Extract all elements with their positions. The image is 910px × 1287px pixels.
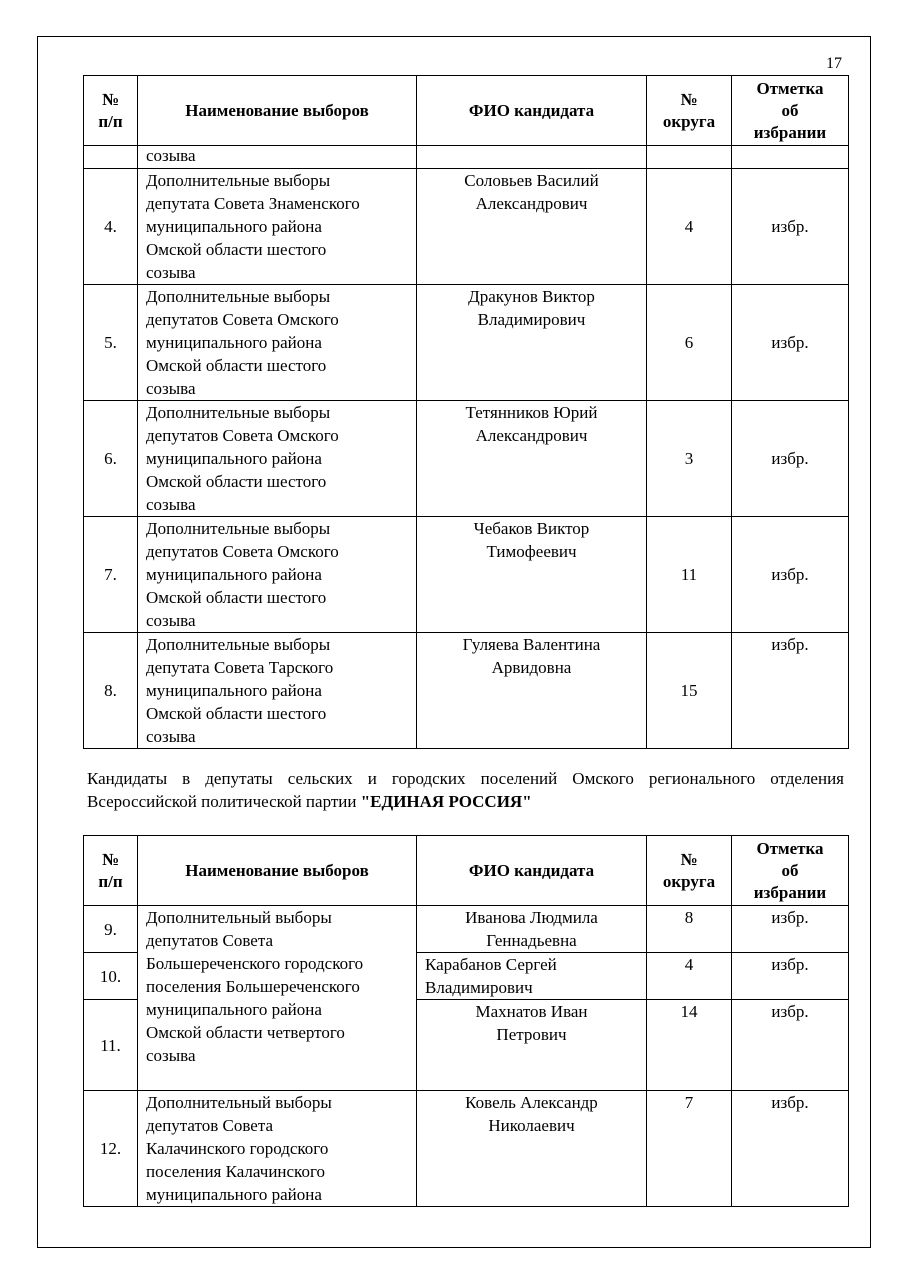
table-row [84,401,849,517]
header-name: Наименование выборов [138,76,417,146]
candidate-name: Чебаков Виктор Тимофеевич [417,517,647,633]
candidate-name: Иванова Людмила Геннадьевна [417,906,647,953]
election-mark: избр. [732,633,849,749]
election-name: Дополнительный выборы депутатов Совета Калачинского городского поселения Калачинского муниципального района [138,1091,417,1207]
district-number: 6 [647,285,732,401]
candidate-name: Соловьев Василий Александрович [417,169,647,285]
header-fio: ФИО кандидата [417,836,647,906]
table-row [84,169,849,285]
table-row [84,633,849,749]
results-table-2 [83,835,849,1207]
row-number: 4. [84,169,138,285]
election-mark: избр. [732,169,849,285]
candidate-name: Гуляева Валентина Арвидовна [417,633,647,749]
results-table-1 [83,75,849,749]
election-mark: избр. [732,906,849,953]
election-mark: избр. [732,1000,849,1091]
paragraph-text: Кандидаты в депутаты сельских и городских поселений Омского регионального отделения Всероссийской политической партии [87,769,844,811]
table-header-row [84,836,849,906]
header-mark: Отметка об избрании [732,836,849,906]
election-name: созыва [138,146,417,169]
election-mark: избр. [732,517,849,633]
election-mark: избр. [732,1091,849,1207]
party-name: "ЕДИНАЯ РОССИЯ" [360,792,532,811]
row-number: 6. [84,401,138,517]
candidate-name: Махнатов Иван Петрович [417,1000,647,1091]
header-num: № п/п [84,836,138,906]
row-number: 12. [84,1091,138,1207]
header-num: № п/п [84,76,138,146]
district-number: 4 [647,169,732,285]
section-paragraph [87,767,844,813]
header-name: Наименование выборов [138,836,417,906]
district-number: 3 [647,401,732,517]
row-number: 7. [84,517,138,633]
page-number: 17 [826,55,842,72]
district-number: 7 [647,1091,732,1207]
table-row [84,1091,849,1207]
header-fio: ФИО кандидата [417,76,647,146]
table-header-row [84,76,849,146]
candidate-name: Дракунов Виктор Владимирович [417,285,647,401]
table-row [84,906,849,953]
table-row [84,285,849,401]
row-number: 9. [84,906,138,953]
table-row [84,517,849,633]
header-okrug: № округа [647,76,732,146]
election-mark: избр. [732,401,849,517]
district-number: 8 [647,906,732,953]
district-number: 11 [647,517,732,633]
election-name: Дополнительный выборы депутатов Совета Большереченского городского поселения Большереченского муниципального района Омской области четвертого созыва [138,906,417,1091]
election-mark: избр. [732,953,849,1000]
header-okrug: № округа [647,836,732,906]
row-number: 11. [84,1000,138,1091]
district-number: 4 [647,953,732,1000]
district-number: 15 [647,633,732,749]
row-number: 5. [84,285,138,401]
candidate-name: Ковель Александр Николаевич [417,1091,647,1207]
election-name: Дополнительные выборы депутатов Совета Омского муниципального района Омской области шестого созыва [138,285,417,401]
district-number: 14 [647,1000,732,1091]
election-name: Дополнительные выборы депутатов Совета Омского муниципального района Омской области шестого созыва [138,517,417,633]
election-name: Дополнительные выборы депутата Совета Знаменского муниципального района Омской области шестого созыва [138,169,417,285]
election-name: Дополнительные выборы депутатов Совета Омского муниципального района Омской области шестого созыва [138,401,417,517]
table-row [84,146,849,169]
row-number: 8. [84,633,138,749]
header-mark: Отметка об избрании [732,76,849,146]
candidate-name: Карабанов Сергей Владимирович [417,953,647,1000]
election-mark: избр. [732,285,849,401]
candidate-name: Тетянников Юрий Александрович [417,401,647,517]
election-name: Дополнительные выборы депутата Совета Тарского муниципального района Омской области шестого созыва [138,633,417,749]
row-number: 10. [84,953,138,1000]
